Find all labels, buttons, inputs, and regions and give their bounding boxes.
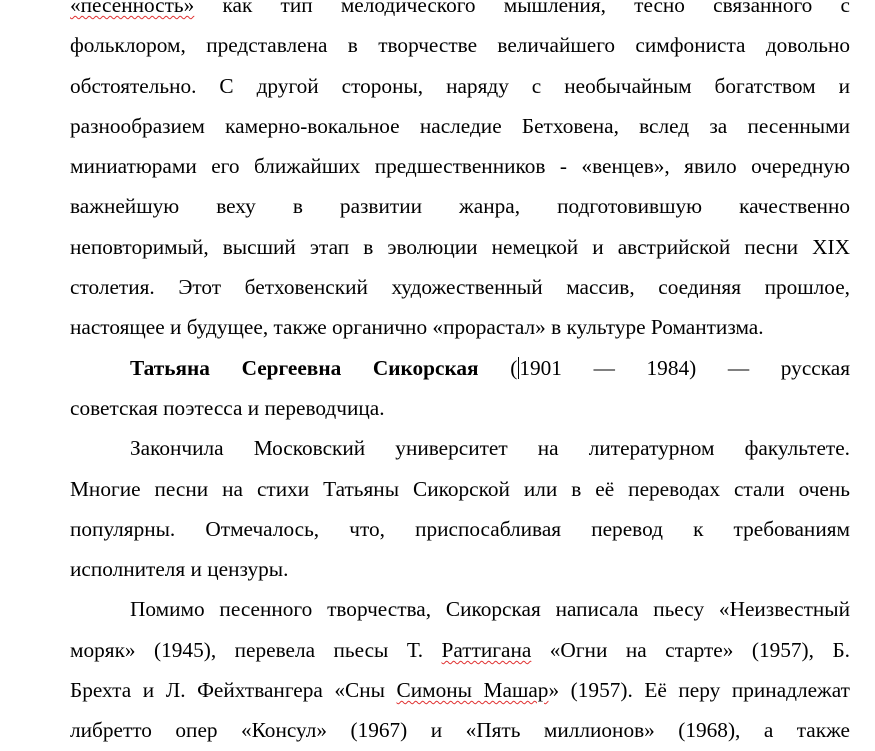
document-page <box>70 0 850 751</box>
text-line: Закончила Московский университет на литературном факультете. <box>130 436 850 461</box>
text-fragment: «Огни на старте» (1957), Б. <box>531 637 850 662</box>
paragraph-sikorskaya-intro <box>70 348 850 429</box>
text-fragment: ( <box>478 355 518 380</box>
text-fragment: как тип мелодического мышления, тесно связанного с <box>194 0 850 17</box>
text-line: либретто опер «Консул» (1967) и «Пять миллионов» (1968), а также <box>70 718 850 743</box>
text-line <box>70 348 850 388</box>
spellcheck-word[interactable]: «песенность» <box>70 0 195 17</box>
life-dates: 1901 — 1984) — <box>519 355 750 380</box>
text-line: столетия. Этот бетховенский художественный массив, соединяя прошлое, <box>70 275 850 300</box>
text-line <box>70 0 850 25</box>
text-fragment: русская <box>749 355 850 380</box>
text-line: Многие песни на стихи Татьяны Сикорской или в её переводах стали очень <box>70 476 850 501</box>
text-line: популярны. Отмечалось, что, приспосабливая перевод к требованиям <box>70 516 850 541</box>
text-line: Помимо песенного творчества, Сикорская написала пьесу «Неизвестный <box>130 597 850 622</box>
paragraph-beethoven <box>70 0 850 348</box>
spellcheck-word[interactable]: Симоны Машар <box>396 678 549 703</box>
text-line: советская поэтесса и переводчица. <box>70 395 385 420</box>
text-line: миниатюрами его ближайших предшественников - «венцев», явило очередную <box>70 154 850 179</box>
text-fragment: » (1957). Её перу принадлежат <box>548 678 850 703</box>
text-line: фольклором, представлена в творчестве величайшего симфониста довольно <box>70 33 850 58</box>
spellcheck-word[interactable]: Раттигана <box>441 637 532 662</box>
text-line: обстоятельно. С другой стороны, наряду с необычайным богатством и <box>70 73 850 98</box>
person-name: Татьяна Сергеевна Сикорская <box>130 355 479 380</box>
text-fragment: моряк» (1945), перевела пьесы Т. <box>70 637 442 662</box>
text-line: разнообразием камерно-вокальное наследие Бетховена, вслед за песенными <box>70 113 850 138</box>
text-line: исполнителя и цензуры. <box>70 557 289 582</box>
text-line <box>70 630 850 670</box>
text-line: настоящее и будущее, также органично «прорастал» в культуре Романтизма. <box>70 315 764 340</box>
paragraph-works <box>70 589 850 750</box>
text-fragment: Брехта и Л. Фейхтвангера «Сны <box>70 678 397 703</box>
paragraph-education <box>70 428 850 589</box>
text-line: важнейшую веху в развитии жанра, подготовившую качественно <box>70 194 850 219</box>
text-line: неповторимый, высший этап в эволюции немецкой и австрийской песни XIX <box>70 234 850 259</box>
text-line <box>70 670 850 710</box>
